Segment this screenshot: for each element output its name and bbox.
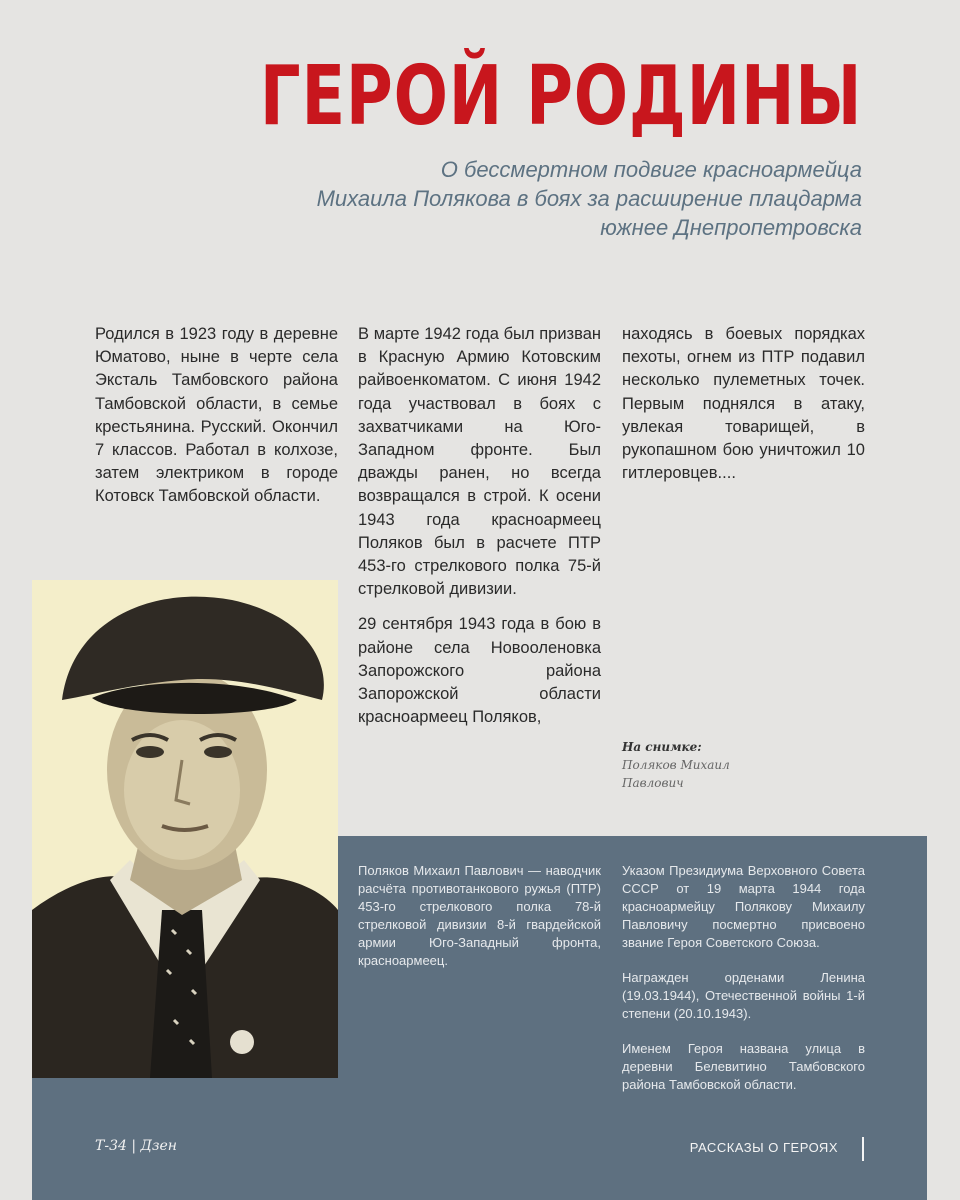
portrait-illustration	[32, 580, 338, 1078]
article-paragraph: 29 сентября 1943 года в бою в районе села Новооленовка Запорожского района Запорожской области красноармеец Поляков,	[358, 615, 601, 727]
info-paragraph: Поляков Михаил Павлович — наводчик расчёта противотанкового ружья (ПТР) 453-го стрелкового полка 78-й стрелковой дивизии 8-й гвардейской армии Юго-Западный фронта, красноармеец.	[358, 863, 601, 968]
article-paragraph: В марте 1942 года был призван в Красную Армию Котовским райвоенкоматом. С июня 1942 года участвовал в боях с захватчиками на Юго-Западном фронте. Был дважды ранен, но всегда возвращался в строй. К осени 1943 года красноармеец Поляков был в расчете ПТР 453-го стрелкового полка 75-й стрелковой дивизии.	[358, 325, 601, 599]
section-label: РАССКАЗЫ О ГЕРОЯХ	[689, 1140, 838, 1155]
portrait-photo	[32, 580, 338, 1078]
subtitle-line-3: южнее Днепропетровска	[600, 215, 862, 240]
page-subtitle	[162, 155, 862, 242]
subtitle-line-1: О бессмертном подвиге красноармейца	[440, 157, 862, 182]
info-paragraph: Награжден орденами Ленина (19.03.1944), Отечественной войны 1-й степени (20.10.1943).	[622, 970, 865, 1021]
article-paragraph: Родился в 1923 году в деревне Юматово, ныне в черте села Эксталь Тамбовского района Тамбовской области, в семье крестьянина. Русский. Окончил 7 классов. Работал в колхозе, затем электриком в городе Котовск Тамбовской области.	[95, 325, 338, 506]
article-column-1	[95, 323, 338, 521]
info-paragraph: Именем Героя названа улица в деревни Белевитино Тамбовского района Тамбовской области.	[622, 1041, 865, 1092]
article-column-2	[358, 323, 601, 741]
publisher-logo: Т-34 | Дзен	[95, 1138, 178, 1154]
info-column-right	[622, 862, 865, 1111]
article-column-3	[622, 323, 865, 497]
photo-caption	[622, 738, 822, 792]
page-title: ГЕРОЙ РОДИНЫ	[259, 49, 862, 144]
article-paragraph: находясь в боевых порядках пехоты, огнем из ПТР подавил несколько пулеметных точек. Первым поднялся в атаку, увлекая товарищей, в рукопашном бою уничтожил 10 гитлеровцев....	[622, 325, 865, 483]
caption-name: Поляков Михаил Павлович	[622, 758, 730, 790]
subtitle-line-2: Михаила Полякова в боях за расширение плацдарма	[316, 186, 862, 211]
info-paragraph: Указом Президиума Верховного Совета СССР от 19 марта 1944 года красноармейцу Полякову Михаилу Павловичу посмертно присвоено звание Героя Советского Союза.	[622, 863, 865, 950]
info-column-left	[358, 862, 601, 987]
caption-heading: На снимке:	[622, 740, 702, 754]
footer-divider	[862, 1137, 864, 1161]
